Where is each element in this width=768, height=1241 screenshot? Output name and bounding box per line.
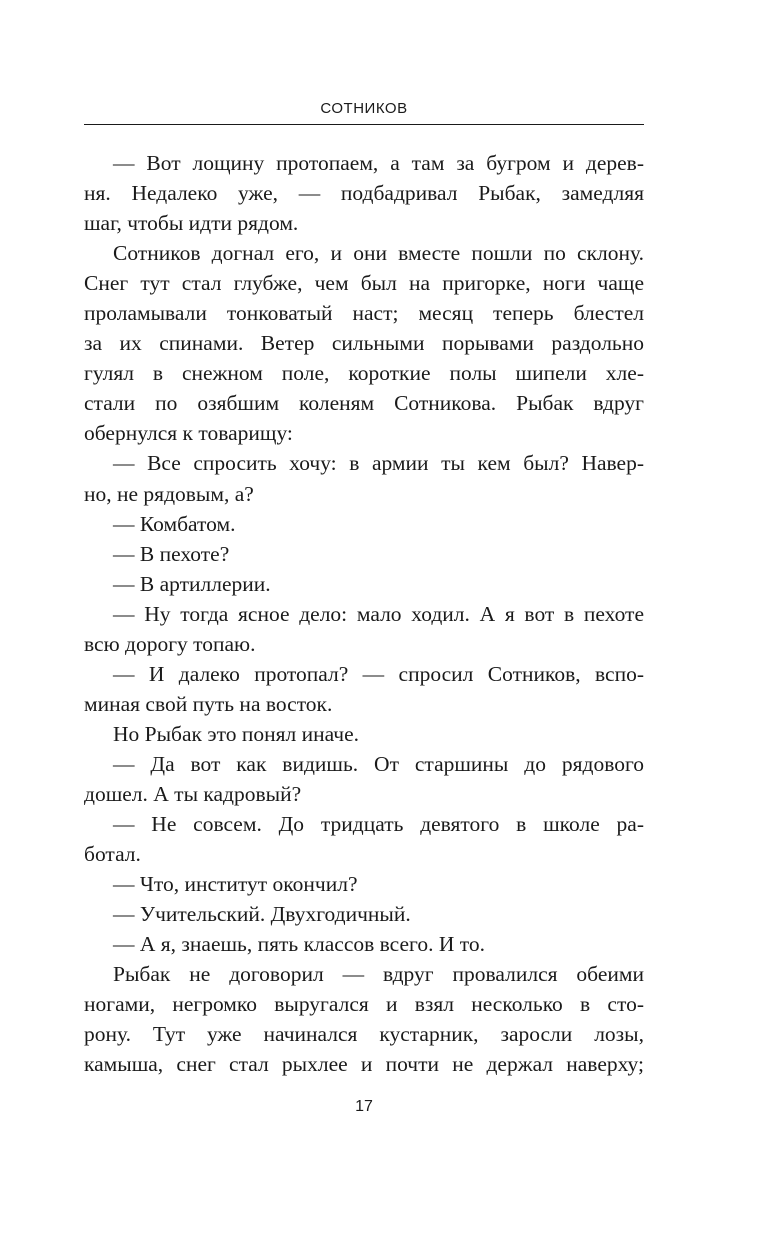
text-line: — В пехоте? (113, 541, 230, 566)
text-line: — Ну тогда ясное дело: мало ходил. А я вот в пехоте (113, 601, 644, 626)
text-line: ботал. (84, 842, 141, 867)
text-line: обернулся к товарищу: (84, 421, 293, 446)
text-line: — Учительский. Двухгодичный. (113, 902, 411, 927)
text-line: Сотников догнал его, и они вместе пошли по склону. (113, 241, 644, 266)
text-line: всю дорогу топаю. (84, 631, 256, 656)
text-line: — А я, знаешь, пять классов всего. И то. (113, 932, 485, 957)
text-line: — Не совсем. До тридцать девятого в школе ра- (113, 812, 644, 837)
text-line: но, не рядовым, а? (84, 481, 254, 506)
text-line: — И далеко протопал? — спросил Сотников, вспо- (113, 661, 644, 686)
text-line: за их спинами. Ветер сильными порывами раздольно (84, 331, 644, 356)
text-line: Рыбак не договорил — вдруг провалился обеими (113, 962, 644, 987)
text-line: — Что, институт окончил? (113, 872, 358, 897)
header-rule (84, 124, 644, 125)
text-line: шаг, чтобы идти рядом. (84, 211, 299, 236)
text-line: рону. Тут уже начинался кустарник, заросли лозы, (84, 1022, 644, 1047)
text-line: — Вот лощину протопаем, а там за бугром и дерев- (113, 151, 644, 175)
text-line: дошел. А ты кадровый? (84, 781, 302, 806)
text-line: — Комбатом. (113, 511, 236, 536)
running-head: СОТНИКОВ (320, 100, 408, 117)
text-line: стали по озябшим коленям Сотникова. Рыбак вдруг (84, 391, 644, 416)
text-line: проламывали тонковатый наст; месяц теперь блестел (84, 301, 644, 326)
text-line: — Да вот как видишь. От старшины до рядового (113, 751, 644, 776)
text-line: камыша, снег стал рыхлее и почти не держал наверху; (84, 1052, 644, 1077)
text-line: миная свой путь на восток. (84, 691, 333, 716)
body-text (84, 148, 644, 1079)
page-number: 17 (355, 1098, 373, 1115)
text-line: — В артиллерии. (113, 571, 271, 596)
text-line: Но Рыбак это понял иначе. (113, 721, 360, 746)
text-line: — Все спросить хочу: в армии ты кем был? Навер- (113, 451, 644, 476)
text-line: ногами, негромко выругался и взял несколько в сто- (84, 992, 644, 1017)
text-line: гулял в снежном поле, короткие полы шипели хле- (84, 361, 644, 386)
text-line: Снег тут стал глубже, чем был на пригорке, ноги чаще (84, 271, 644, 296)
text-line: ня. Недалеко уже, — подбадривал Рыбак, замедляя (84, 181, 644, 206)
